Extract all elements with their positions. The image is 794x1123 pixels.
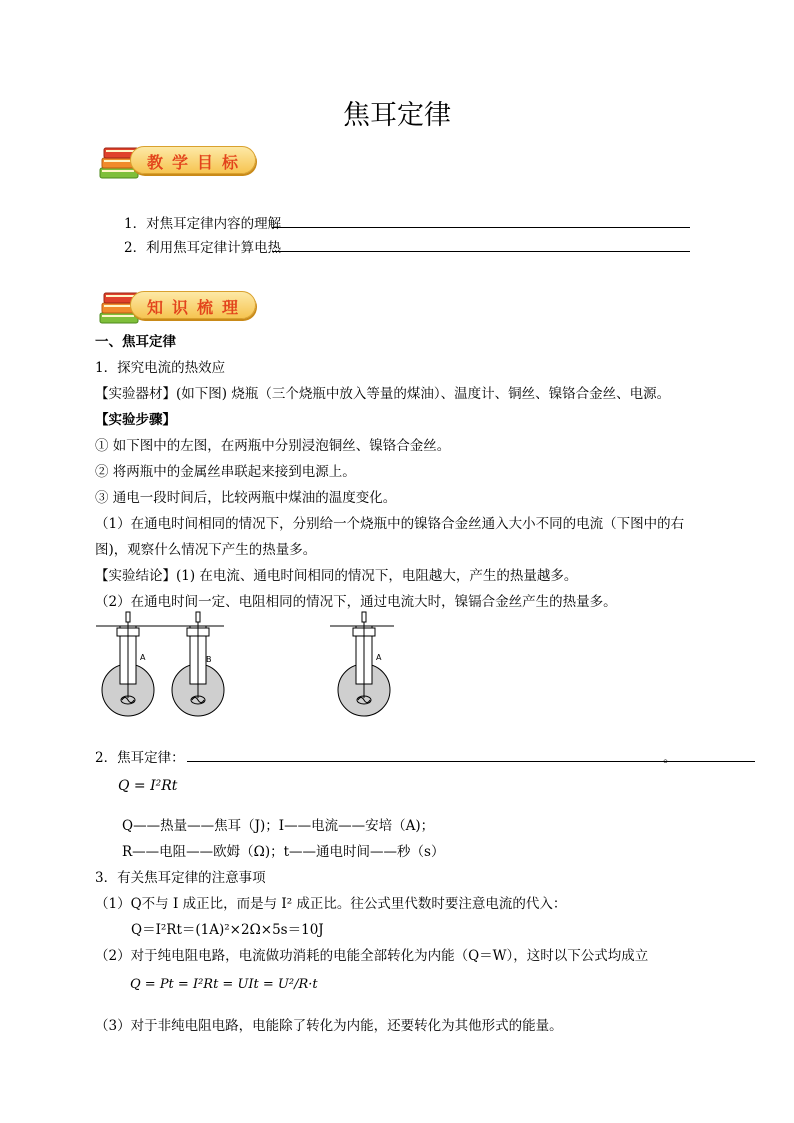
step-item: ① 如下图中的左图，在两瓶中分别浸泡铜丝、镍铬合金丝。 <box>95 438 451 454</box>
subheading: 3．有关焦耳定律的注意事项 <box>95 870 266 886</box>
joule-formula: Q = I²Rt <box>118 778 178 794</box>
conclusion-text: 【实验结论】(1) 在电流、通电时间相同的情况下，电阻越大，产生的热量越多。 <box>95 568 578 584</box>
step-text: （1）在通电时间相同的情况下，分别给一个烧瓶中的镍铬合金丝通入大小不同的电流（下图中的右 <box>95 516 685 532</box>
flask-label: B <box>206 655 212 664</box>
flask-label: A <box>376 653 382 662</box>
teaching-goals-banner <box>96 140 266 184</box>
flask-icon <box>172 612 224 716</box>
step-item: ② 将两瓶中的金属丝串联起来接到电源上。 <box>95 464 356 480</box>
calc-text: Q＝I²Rt＝(1A)²×2Ω×5s＝10J <box>131 922 324 938</box>
knowledge-banner <box>96 285 266 329</box>
note-text: （2）对于纯电阻电路，电流做功消耗的电能全部转化为内能（Q＝W），这时以下公式均成立 <box>95 948 649 964</box>
legend-line: R——电阻——欧姆（Ω)；t——通电时间——秒（s） <box>122 844 445 860</box>
joule-law-line: 2．焦耳定律： 。 <box>95 746 675 766</box>
conclusion-text: （2）在通电时间一定、电阻相同的情况下，通过电流大时，镍镉合金丝产生的热量多。 <box>95 594 617 610</box>
steps-label: 【实验步骤】 <box>95 412 176 428</box>
equipment-text: 【实验器材】(如下图) 烧瓶（三个烧瓶中放入等量的煤油）、温度计、铜丝、镍铬合金丝、电源。 <box>95 386 671 402</box>
subheading: 1．探究电流的热效应 <box>95 360 226 376</box>
flask-label: A <box>140 653 146 662</box>
banner-title: 知识梳理 <box>147 298 248 317</box>
step-item: ③ 通电一段时间后，比较两瓶中煤油的温度变化。 <box>95 490 397 506</box>
step-text: 图)，观察什么情况下产生的热量多。 <box>95 542 317 558</box>
page-title: 焦耳定律 <box>343 100 451 131</box>
flask-icon <box>102 612 154 716</box>
power-formula: Q = Pt = I²Rt = UIt = U²/R·t <box>130 977 318 992</box>
flask-icon <box>338 612 390 716</box>
legend-line: Q——热量——焦耳（J)；I——电流——安培（A)； <box>122 818 435 834</box>
section-heading: 一、焦耳定律 <box>95 334 176 350</box>
banner-title: 教学目标 <box>147 153 248 172</box>
note-text: （3）对于非纯电阻电路，电能除了转化为内能，还要转化为其他形式的能量。 <box>95 1018 563 1034</box>
goal-item: 1．对焦耳定律内容的理解 <box>124 212 690 232</box>
note-text: （1）Q不与 I 成正比，而是与 I² 成正比。往公式里代数时要注意电流的代入： <box>95 896 567 912</box>
flask-diagram <box>92 610 402 725</box>
goal-item: 2．利用焦耳定律计算电热 <box>124 236 690 256</box>
